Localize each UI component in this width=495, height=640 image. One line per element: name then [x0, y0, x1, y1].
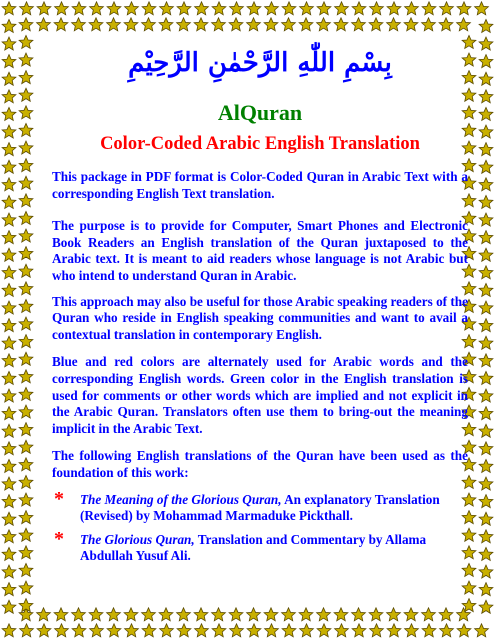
border-star-icon [317, 608, 331, 621]
border-star-icon [2, 301, 16, 314]
paragraph-colors: Blue and red colors are alternately used for Arabic words and the corresponding English words. Green color in the English translation is used for comments or other words which are implied and not explicit in the Arabic Quran. Translators often use them to bring-out the meaning implicit in the Arabic Text. [52, 354, 468, 436]
border-star-icon [439, 18, 453, 31]
border-star-icon [177, 18, 191, 31]
border-star-icon [404, 608, 418, 621]
border-star-icon [229, 18, 243, 31]
border-star-icon [89, 608, 103, 621]
border-star-icon [37, 608, 51, 621]
border-star-icon [479, 283, 493, 296]
border-star-icon [142, 608, 156, 621]
border-star-icon [265, 624, 279, 637]
border-star-icon [370, 624, 384, 637]
border-star-icon [2, 37, 16, 50]
document-body [52, 38, 468, 572]
border-star-icon [230, 2, 244, 15]
border-star-icon [19, 475, 33, 488]
border-star-icon [422, 624, 436, 637]
border-star-icon [2, 547, 16, 560]
border-star-icon [479, 407, 493, 420]
paragraph-translations: The following English translations of the Quran have been used as the foundation of this work: [52, 448, 468, 480]
border-star-icon [2, 72, 16, 85]
border-star-icon [2, 424, 16, 437]
border-star-icon [457, 624, 471, 637]
reference-description: An explanatory Translation (Revised) by Mohammad Marmaduke Pickthall. [80, 491, 440, 524]
border-star-icon [282, 18, 296, 31]
border-star-icon [142, 18, 156, 31]
border-star-icon [177, 2, 191, 15]
border-star-icon [19, 88, 33, 101]
border-star-icon [90, 2, 104, 15]
border-star-icon [19, 53, 33, 66]
border-star-icon [19, 440, 33, 453]
reference-description: Translation and Commentary by Allama Abdullah Yusuf Ali. [80, 531, 427, 564]
border-star-icon [2, 600, 16, 613]
border-star-icon [247, 624, 261, 637]
border-star-icon [299, 18, 313, 31]
border-star-icon [334, 608, 348, 621]
border-star-icon [479, 143, 493, 156]
border-star-icon [317, 18, 331, 31]
border-star-icon [479, 547, 493, 560]
border-star-icon [212, 608, 226, 621]
border-star-icon [457, 2, 471, 15]
paragraph-approach: This approach may also be useful for those Arabic speaking readers of the Quran who reside in English speaking communities and want to avail a contextual translation in contemporary English. [52, 293, 468, 342]
border-star-icon [19, 299, 33, 312]
border-star-icon [479, 178, 493, 191]
border-star-icon [479, 371, 493, 384]
border-star-icon [479, 565, 493, 578]
border-star-icon [19, 370, 33, 383]
border-star-icon [479, 125, 493, 138]
border-star-icon [19, 405, 33, 418]
border-star-icon [19, 423, 33, 436]
border-star-icon [335, 624, 349, 637]
border-star-icon [19, 581, 33, 594]
border-star-icon [479, 530, 493, 543]
border-star-icon [159, 608, 173, 621]
border-star-icon [72, 624, 86, 637]
border-star-icon [19, 546, 33, 559]
border-star-icon [265, 2, 279, 15]
border-star-icon [19, 317, 33, 330]
border-star-icon [19, 282, 33, 295]
border-star-icon [422, 608, 436, 621]
border-star-icon [142, 624, 156, 637]
border-star-icon [479, 213, 493, 226]
border-star-icon [19, 229, 33, 242]
border-star-icon [125, 624, 139, 637]
border-star-icon [229, 608, 243, 621]
border-star-icon [334, 18, 348, 31]
border-star-icon [479, 319, 493, 332]
border-star-icon [125, 2, 139, 15]
border-star-icon [55, 2, 69, 15]
border-star-icon [107, 18, 121, 31]
basmala-text: بِسْمِ اللّٰهِ الرَّحْمٰنِ الرَّحِيْمِ [128, 48, 392, 78]
border-star-icon [2, 283, 16, 296]
border-star-icon [405, 624, 419, 637]
border-star-icon [264, 18, 278, 31]
paragraph-purpose: The purpose is to provide for Computer, Smart Phones and Electronic Book Readers an English translation of the Quran juxtaposed to the Arabic text. It is meant to aid readers whose language is not Arabic but who intend to understand Quran in Arabic. [52, 218, 468, 283]
border-star-icon [107, 2, 121, 15]
border-star-icon [370, 2, 384, 15]
border-star-icon [142, 2, 156, 15]
border-star-icon [19, 211, 33, 224]
border-star-icon [335, 2, 349, 15]
border-star-icon [479, 231, 493, 244]
border-star-icon [19, 528, 33, 541]
border-star-icon [422, 2, 436, 15]
border-star-icon [72, 18, 86, 31]
border-star-icon [2, 442, 16, 455]
border-star-icon [479, 512, 493, 525]
border-star-icon [479, 336, 493, 349]
border-star-icon [475, 2, 489, 15]
border-star-icon [195, 624, 209, 637]
border-star-icon [19, 35, 33, 48]
list-item [52, 527, 468, 565]
border-star-icon [2, 213, 16, 226]
border-star-icon [19, 176, 33, 189]
border-star-icon [387, 608, 401, 621]
border-star-icon [282, 2, 296, 15]
border-star-icon [2, 319, 16, 332]
border-star-icon [299, 608, 313, 621]
border-star-icon [19, 123, 33, 136]
border-star-icon [479, 72, 493, 85]
border-star-icon [19, 458, 33, 471]
reference-title: The Meaning of the Glorious Quran, [80, 491, 282, 507]
border-star-icon [54, 18, 68, 31]
page-subtitle: Color-Coded Arabic English Translation [100, 134, 420, 154]
border-star-icon [352, 2, 366, 15]
border-star-icon [440, 624, 454, 637]
border-star-icon [2, 160, 16, 173]
border-star-icon [479, 107, 493, 120]
border-star-icon [479, 19, 493, 32]
border-star-icon [212, 2, 226, 15]
border-star-icon [194, 18, 208, 31]
border-star-icon [124, 18, 138, 31]
border-star-icon [2, 371, 16, 384]
border-star-icon [479, 55, 493, 68]
border-star-icon [20, 2, 34, 15]
border-star-icon [160, 2, 174, 15]
border-star-icon [387, 624, 401, 637]
border-star-icon [19, 264, 33, 277]
border-star-icon [19, 387, 33, 400]
border-star-icon [2, 178, 16, 191]
border-star-icon [19, 71, 33, 84]
border-star-icon [194, 608, 208, 621]
bullet-asterisk: * [54, 527, 64, 550]
border-star-icon [352, 18, 366, 31]
paragraph-intro: This package in PDF format is Color-Coded Quran in Arabic Text with a corresponding English Text translation. [52, 169, 468, 201]
border-star-icon [369, 608, 383, 621]
border-star-icon [2, 231, 16, 244]
border-star-icon [479, 354, 493, 367]
border-star-icon [264, 608, 278, 621]
border-star-icon [37, 18, 51, 31]
border-star-icon [2, 336, 16, 349]
border-star-icon [2, 495, 16, 508]
border-star-icon [19, 106, 33, 119]
border-star-icon [90, 624, 104, 637]
border-star-icon [107, 624, 121, 637]
border-star-icon [479, 477, 493, 490]
border-star-icon [479, 424, 493, 437]
basmala-calligraphy [52, 48, 468, 96]
border-star-icon [2, 195, 16, 208]
border-star-icon [479, 37, 493, 50]
border-star-icon [2, 624, 16, 637]
border-star-icon [479, 248, 493, 261]
border-star-icon [2, 565, 16, 578]
border-star-icon [2, 55, 16, 68]
border-star-icon [230, 624, 244, 637]
border-star-icon [54, 608, 68, 621]
border-star-icon [247, 608, 261, 621]
border-star-icon [300, 2, 314, 15]
border-star-icon [195, 2, 209, 15]
border-star-icon [282, 624, 296, 637]
border-star-icon [247, 2, 261, 15]
border-star-icon [2, 354, 16, 367]
border-star-icon [55, 624, 69, 637]
border-star-icon [457, 18, 471, 31]
border-star-icon [2, 389, 16, 402]
border-star-icon [19, 493, 33, 506]
border-star-icon [479, 459, 493, 472]
border-star-icon [2, 19, 16, 32]
border-star-icon [405, 2, 419, 15]
border-star-icon [72, 608, 86, 621]
border-star-icon [479, 600, 493, 613]
border-star-icon [19, 352, 33, 365]
border-star-icon [300, 624, 314, 637]
border-star-icon [479, 266, 493, 279]
border-star-icon [37, 2, 51, 15]
border-star-icon [479, 583, 493, 596]
border-star-icon [2, 143, 16, 156]
border-star-icon [37, 624, 51, 637]
border-star-icon [2, 107, 16, 120]
border-star-icon [212, 624, 226, 637]
border-star-icon [19, 511, 33, 524]
border-star-icon [89, 18, 103, 31]
border-star-icon [479, 389, 493, 402]
border-star-icon [462, 581, 476, 594]
border-star-icon [19, 159, 33, 172]
border-star-icon [177, 624, 191, 637]
border-star-icon [247, 18, 261, 31]
border-star-icon [177, 608, 191, 621]
border-star-icon [387, 18, 401, 31]
border-star-icon [19, 563, 33, 576]
border-star-icon [107, 608, 121, 621]
border-star-icon [212, 18, 226, 31]
border-star-icon [387, 2, 401, 15]
border-star-icon [282, 608, 296, 621]
border-star-icon [440, 2, 454, 15]
border-star-icon [479, 495, 493, 508]
border-star-icon [19, 247, 33, 260]
border-star-icon [479, 90, 493, 103]
border-star-icon [479, 195, 493, 208]
border-star-icon [2, 459, 16, 472]
border-star-icon [2, 266, 16, 279]
border-star-icon [479, 160, 493, 173]
border-star-icon [19, 194, 33, 207]
border-star-icon [2, 407, 16, 420]
border-star-icon [352, 608, 366, 621]
page-title: AlQuran [217, 100, 303, 125]
border-star-icon [2, 512, 16, 525]
border-star-icon [20, 624, 34, 637]
border-star-icon [317, 2, 331, 15]
border-star-icon [352, 624, 366, 637]
border-star-icon [439, 608, 453, 621]
border-star-icon [19, 608, 33, 621]
list-item [52, 487, 468, 525]
border-star-icon [2, 2, 16, 15]
border-star-icon [479, 442, 493, 455]
border-star-icon [19, 141, 33, 154]
bullet-asterisk: * [54, 487, 64, 510]
border-star-icon [422, 18, 436, 31]
border-star-icon [2, 477, 16, 490]
border-star-icon [19, 335, 33, 348]
border-star-icon [2, 530, 16, 543]
border-star-icon [2, 125, 16, 138]
border-star-icon [479, 301, 493, 314]
border-star-icon [317, 624, 331, 637]
reference-title: The Glorious Quran, [80, 531, 195, 547]
border-star-icon [369, 18, 383, 31]
border-star-icon [2, 248, 16, 261]
border-star-icon [124, 608, 138, 621]
border-star-icon [160, 624, 174, 637]
border-star-icon [72, 2, 86, 15]
border-star-icon [2, 583, 16, 596]
border-star-icon [159, 18, 173, 31]
translation-list [52, 487, 468, 565]
border-star-icon [475, 624, 489, 637]
border-star-icon [404, 18, 418, 31]
border-star-icon [2, 90, 16, 103]
border-star-icon [19, 18, 33, 31]
